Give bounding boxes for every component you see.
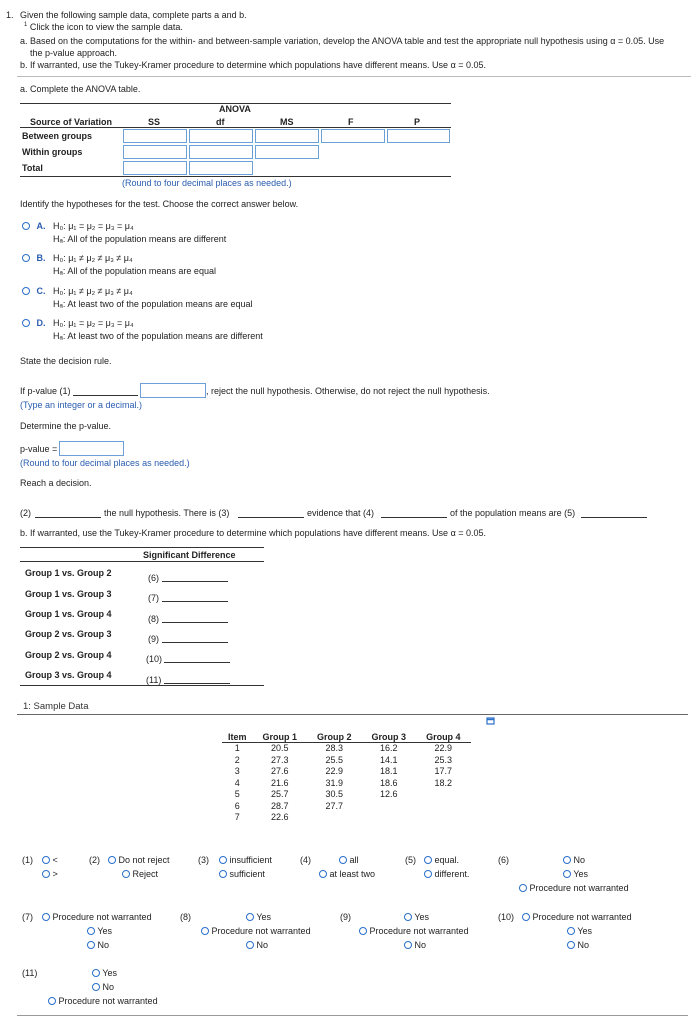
- dropdown-11-blank[interactable]: [164, 683, 230, 684]
- option-b-ha: Hₐ: All of the population means are equal: [53, 266, 216, 276]
- anova-header-f: F: [348, 117, 354, 127]
- option-letter: A.: [36, 221, 46, 231]
- radio-icon[interactable]: [87, 941, 95, 949]
- dropdown-1-blank[interactable]: [73, 395, 138, 396]
- option-5-different[interactable]: [424, 869, 469, 879]
- radio-icon[interactable]: [22, 222, 30, 230]
- decision-slot-2: (2): [20, 508, 31, 518]
- option-c-h0: H₀: μ₁ ≠ μ₂ ≠ μ₃ ≠ μ₄: [53, 286, 133, 296]
- between-ss-input[interactable]: [123, 129, 187, 143]
- option-label: No: [573, 855, 586, 865]
- anova-header-ms: MS: [280, 117, 294, 127]
- decision-label: Reach a decision.: [20, 478, 92, 488]
- option-label: at least two: [329, 869, 376, 879]
- option-4-all[interactable]: [339, 855, 359, 865]
- radio-icon[interactable]: [424, 870, 432, 878]
- option-7-no[interactable]: [87, 940, 109, 950]
- radio-icon[interactable]: [246, 941, 254, 949]
- within-ss-input[interactable]: [123, 145, 187, 159]
- tukey-row-num: (10): [146, 654, 163, 664]
- options-2-num: (2): [89, 855, 100, 865]
- bottom-divider: [17, 1015, 688, 1016]
- options-4-num: (4): [300, 855, 311, 865]
- radio-icon[interactable]: [424, 856, 432, 864]
- option-label: Yes: [97, 926, 113, 936]
- table-cell: 17.7: [434, 766, 453, 776]
- dropdown-3-blank[interactable]: [238, 517, 304, 518]
- header-group-2: Group 2: [307, 731, 362, 743]
- radio-icon[interactable]: [122, 870, 130, 878]
- decision-slot-3: the null hypothesis. There is (3): [104, 508, 230, 518]
- tukey-row-label: Group 2 vs. Group 3: [25, 629, 112, 639]
- decision-rule-label: State the decision rule.: [20, 356, 112, 366]
- option-11-yes[interactable]: [92, 968, 117, 978]
- hypothesis-option-b[interactable]: [22, 253, 46, 263]
- pvalue-round-note: (Round to four decimal places as needed.): [20, 458, 190, 468]
- radio-icon[interactable]: [246, 913, 254, 921]
- option-letter: B.: [36, 253, 46, 263]
- table-cell: 5: [234, 789, 240, 799]
- anova-top-line: [20, 103, 451, 104]
- options-7-num: (7): [22, 912, 33, 922]
- pvalue-label: Determine the p-value.: [20, 421, 112, 431]
- within-ms-input[interactable]: [255, 145, 319, 159]
- option-7-yes[interactable]: [87, 926, 112, 936]
- part-a-text: a. Based on the computations for the within- and between-sample variation, develop the ANOVA table and test the appropriate null hypothesis using α = 0.05. Use: [20, 36, 665, 46]
- table-row: [222, 778, 471, 790]
- table-cell: 27.7: [325, 800, 344, 811]
- option-label: Yes: [102, 968, 118, 978]
- table-row: [222, 766, 471, 778]
- click-note-row[interactable]: [24, 22, 183, 32]
- radio-icon[interactable]: [22, 319, 30, 327]
- radio-icon[interactable]: [522, 913, 530, 921]
- option-letter: D.: [36, 318, 46, 328]
- radio-icon[interactable]: [567, 941, 575, 949]
- options-6-num: (6): [498, 855, 509, 865]
- option-label: Yes: [256, 912, 272, 922]
- part-b-text: b. If warranted, use the Tukey-Kramer procedure to determine which populations have different means. Use α = 0.05.: [20, 60, 487, 70]
- table-cell: 28.3: [325, 743, 344, 753]
- option-label: No: [97, 940, 110, 950]
- table-cell: 6: [234, 800, 240, 811]
- option-label: all: [349, 855, 359, 865]
- anova-row-total: Total: [22, 163, 43, 173]
- radio-icon[interactable]: [92, 969, 100, 977]
- table-row: [222, 789, 471, 801]
- anova-header-source: Source of Variation: [30, 117, 113, 127]
- radio-icon[interactable]: [519, 884, 527, 892]
- decision-slot-5: of the population means are (5): [450, 508, 576, 518]
- tukey-header: Significant Difference: [143, 550, 236, 560]
- radio-icon[interactable]: [22, 287, 30, 295]
- option-label: insufficient: [229, 855, 272, 865]
- option-9-not-warranted[interactable]: [359, 926, 469, 936]
- option-label: Yes: [573, 869, 589, 879]
- table-row: [222, 743, 471, 755]
- table-cell: 30.5: [325, 789, 344, 799]
- option-b-h0: H₀: μ₁ ≠ μ₂ ≠ μ₃ ≠ μ₄: [53, 253, 133, 263]
- option-label: Do not reject: [118, 855, 170, 865]
- option-label: No: [414, 940, 427, 950]
- table-cell: 18.1: [380, 766, 398, 776]
- pvalue-field-label: p-value =: [20, 444, 58, 454]
- radio-icon[interactable]: [108, 856, 116, 864]
- anova-intro: a. Complete the ANOVA table.: [20, 84, 141, 94]
- options-8-num: (8): [180, 912, 191, 922]
- sample-data-title: 1: Sample Data: [23, 701, 89, 712]
- table-cell: 16.2: [380, 743, 398, 753]
- table-cell: 4: [234, 777, 240, 788]
- click-note[interactable]: Click the icon to view the sample data.: [29, 22, 183, 32]
- table-cell: 28.7: [271, 800, 289, 811]
- table-cell: [416, 789, 471, 801]
- table-cell: 25.3: [434, 754, 453, 765]
- tukey-row-label: Group 3 vs. Group 4: [25, 670, 112, 680]
- option-letter: C.: [36, 286, 46, 296]
- option-8-yes[interactable]: [246, 912, 271, 922]
- anova-row-within: Within groups: [22, 147, 83, 157]
- table-row: [222, 801, 471, 813]
- total-df-input[interactable]: [189, 161, 253, 175]
- table-cell: 14.1: [380, 754, 398, 765]
- table-cell: 7: [234, 812, 240, 822]
- radio-icon[interactable]: [48, 997, 56, 1005]
- option-11-not-warranted[interactable]: [48, 996, 158, 1006]
- tukey-row-num: (6): [148, 573, 159, 583]
- options-11-num: (11): [22, 968, 38, 978]
- table-cell: 12.6: [380, 789, 398, 799]
- option-label: Reject: [132, 869, 159, 879]
- anova-header-p: P: [414, 117, 421, 127]
- option-d-ha: Hₐ: At least two of the population means are different: [53, 331, 263, 341]
- tukey-header-line: [20, 561, 264, 562]
- dropdown-10-blank[interactable]: [164, 662, 230, 663]
- option-label: different.: [434, 869, 470, 879]
- radio-icon[interactable]: [563, 856, 571, 864]
- table-cell: [362, 801, 417, 813]
- reject-rule-text: , reject the null hypothesis. Otherwise, do not reject the null hypothesis.: [206, 386, 490, 396]
- table-cell: 25.7: [271, 789, 289, 799]
- option-label: Procedure not warranted: [529, 883, 629, 893]
- table-cell: 2: [234, 754, 240, 765]
- hypothesis-option-c[interactable]: [22, 286, 46, 296]
- table-cell: [362, 812, 417, 824]
- option-label: Procedure not warranted: [52, 912, 152, 922]
- tukey-row-label: Group 1 vs. Group 2: [25, 568, 112, 578]
- option-label: No: [256, 940, 269, 950]
- if-pvalue-text: If p-value (1): [20, 386, 71, 396]
- option-label: No: [577, 940, 590, 950]
- type-note: (Type an integer or a decimal.): [20, 400, 143, 410]
- dropdown-2-blank[interactable]: [35, 517, 101, 518]
- option-label: Procedure not warranted: [532, 912, 632, 922]
- between-df-input[interactable]: [189, 129, 253, 143]
- table-cell: 20.5: [271, 743, 289, 753]
- anova-header-line: [20, 127, 451, 128]
- option-8-no[interactable]: [246, 940, 268, 950]
- table-row: [222, 812, 471, 824]
- options-5-num: (5): [405, 855, 416, 865]
- option-a-h0: H₀: μ₁ = μ₂ = μ₃ = μ₄: [53, 221, 134, 231]
- options-10-num: (10): [498, 912, 515, 922]
- dropdown-4-blank[interactable]: [381, 517, 447, 518]
- tukey-top-line: [20, 547, 264, 548]
- radio-icon[interactable]: [42, 913, 50, 921]
- table-cell: 21.6: [271, 777, 289, 788]
- option-6-yes[interactable]: [563, 869, 588, 879]
- options-9-num: (9): [340, 912, 351, 922]
- radio-icon[interactable]: [22, 254, 30, 262]
- table-cell: [416, 812, 471, 824]
- popup-divider: [17, 714, 688, 715]
- tukey-row-num: (9): [148, 634, 159, 644]
- anova-header-df: df: [216, 117, 225, 127]
- option-10-yes[interactable]: [567, 926, 592, 936]
- question-intro: Given the following sample data, complete parts a and b.: [20, 10, 247, 20]
- table-cell: 22.9: [434, 743, 453, 753]
- radio-icon[interactable]: [567, 927, 575, 935]
- radio-icon[interactable]: [563, 870, 571, 878]
- table-cell: 31.9: [325, 777, 344, 788]
- divider: [17, 76, 691, 77]
- option-9-no[interactable]: [404, 940, 426, 950]
- header-item: Item: [222, 731, 253, 743]
- option-5-equal[interactable]: [424, 855, 459, 865]
- within-df-input[interactable]: [189, 145, 253, 159]
- radio-icon[interactable]: [42, 856, 50, 864]
- option-1-less[interactable]: [42, 855, 58, 865]
- anova-bottom-line: [20, 176, 451, 177]
- tukey-row-num: (11): [146, 675, 162, 685]
- radio-icon[interactable]: [201, 927, 209, 935]
- option-label: Yes: [577, 926, 593, 936]
- option-2-reject[interactable]: [122, 869, 158, 879]
- table-cell: [416, 801, 471, 813]
- anova-header-ss: SS: [148, 117, 161, 127]
- dropdown-5-blank[interactable]: [581, 517, 647, 518]
- option-8-not-warranted[interactable]: [201, 926, 311, 936]
- option-7-not-warranted[interactable]: [42, 912, 152, 922]
- option-label: sufficient: [229, 869, 265, 879]
- radio-icon[interactable]: [359, 927, 367, 935]
- option-6-no[interactable]: [563, 855, 585, 865]
- table-row: [222, 755, 471, 767]
- tukey-row-num: (8): [148, 614, 159, 624]
- tukey-row-label: Group 1 vs. Group 3: [25, 589, 112, 599]
- table-header-row: [222, 731, 471, 743]
- option-2-do-not-reject[interactable]: [108, 855, 170, 865]
- option-d-h0: H₀: μ₁ = μ₂ = μ₃ = μ₄: [53, 318, 134, 328]
- header-group-3: Group 3: [362, 731, 417, 743]
- tukey-bottom-line: [20, 685, 264, 686]
- table-cell: 18.2: [434, 777, 453, 788]
- radio-icon[interactable]: [92, 983, 100, 991]
- table-cell: 22.9: [325, 766, 344, 776]
- sample-data-table: [222, 731, 471, 824]
- window-icon[interactable]: [486, 716, 496, 726]
- decision-slot-4: evidence that (4): [307, 508, 375, 518]
- option-label: Procedure not warranted: [211, 926, 311, 936]
- option-a-ha: Hₐ: All of the population means are different: [53, 234, 227, 244]
- radio-icon[interactable]: [404, 913, 412, 921]
- critical-value-input[interactable]: [140, 383, 206, 398]
- hypothesis-option-a[interactable]: [22, 221, 46, 231]
- between-p-input[interactable]: [387, 129, 450, 143]
- hypotheses-prompt: Identify the hypotheses for the test. Choose the correct answer below.: [20, 199, 299, 209]
- table-cell: 27.3: [271, 754, 289, 765]
- anova-round-note: (Round to four decimal places as needed.): [122, 178, 292, 188]
- option-10-not-warranted[interactable]: [522, 912, 632, 922]
- dropdown-8-blank[interactable]: [162, 622, 228, 623]
- tukey-row-label: Group 2 vs. Group 4: [25, 650, 112, 660]
- tukey-row-num: (7): [148, 593, 159, 603]
- table-cell: 25.5: [325, 754, 344, 765]
- header-group-1: Group 1: [253, 731, 308, 743]
- option-label: No: [102, 982, 115, 992]
- question-number: 1.: [6, 10, 14, 20]
- option-3-sufficient[interactable]: [219, 869, 265, 879]
- tukey-intro: b. If warranted, use the Tukey-Kramer procedure to determine which populations have different means. Use α = 0.05.: [20, 528, 487, 538]
- radio-icon[interactable]: [219, 870, 227, 878]
- between-ms-input[interactable]: [255, 129, 319, 143]
- radio-icon[interactable]: [42, 870, 50, 878]
- table-cell: 27.6: [271, 766, 289, 776]
- dropdown-9-blank[interactable]: [162, 642, 228, 643]
- option-3-insufficient[interactable]: [219, 855, 272, 865]
- radio-icon[interactable]: [319, 870, 327, 878]
- dropdown-6-blank[interactable]: [162, 581, 228, 582]
- between-f-input[interactable]: [321, 129, 385, 143]
- option-label: Procedure not warranted: [58, 996, 158, 1006]
- options-1-num: (1): [22, 855, 33, 865]
- option-11-no[interactable]: [92, 982, 114, 992]
- option-10-no[interactable]: [567, 940, 589, 950]
- radio-icon[interactable]: [404, 941, 412, 949]
- table-cell: 22.6: [271, 812, 289, 822]
- option-9-yes[interactable]: [404, 912, 429, 922]
- anova-title: ANOVA: [219, 104, 251, 114]
- option-c-ha: Hₐ: At least two of the population means are equal: [53, 299, 253, 309]
- option-label: >: [52, 869, 58, 879]
- option-1-greater[interactable]: [42, 869, 58, 879]
- options-3-num: (3): [198, 855, 209, 865]
- option-6-not-warranted[interactable]: [519, 883, 629, 893]
- anova-row-between: Between groups: [22, 131, 93, 141]
- tukey-row-label: Group 1 vs. Group 4: [25, 609, 112, 619]
- table-cell: 1: [234, 743, 240, 753]
- radio-icon[interactable]: [339, 856, 347, 864]
- option-label: equal.: [434, 855, 460, 865]
- radio-icon[interactable]: [87, 927, 95, 935]
- hypothesis-option-d[interactable]: [22, 318, 46, 328]
- header-group-4: Group 4: [416, 731, 471, 743]
- option-label: <: [52, 855, 58, 865]
- table-cell: [307, 812, 362, 824]
- option-4-at-least-two[interactable]: [319, 869, 375, 879]
- dropdown-7-blank[interactable]: [162, 601, 228, 602]
- total-ss-input[interactable]: [123, 161, 187, 175]
- footnote-marker-icon: 1: [24, 22, 28, 28]
- option-label: Yes: [414, 912, 430, 922]
- part-a-cont: the p-value approach.: [30, 48, 118, 58]
- radio-icon[interactable]: [219, 856, 227, 864]
- option-label: Procedure not warranted: [369, 926, 469, 936]
- table-cell: 3: [234, 766, 240, 776]
- pvalue-input[interactable]: [59, 441, 124, 456]
- table-cell: 18.6: [380, 777, 398, 788]
